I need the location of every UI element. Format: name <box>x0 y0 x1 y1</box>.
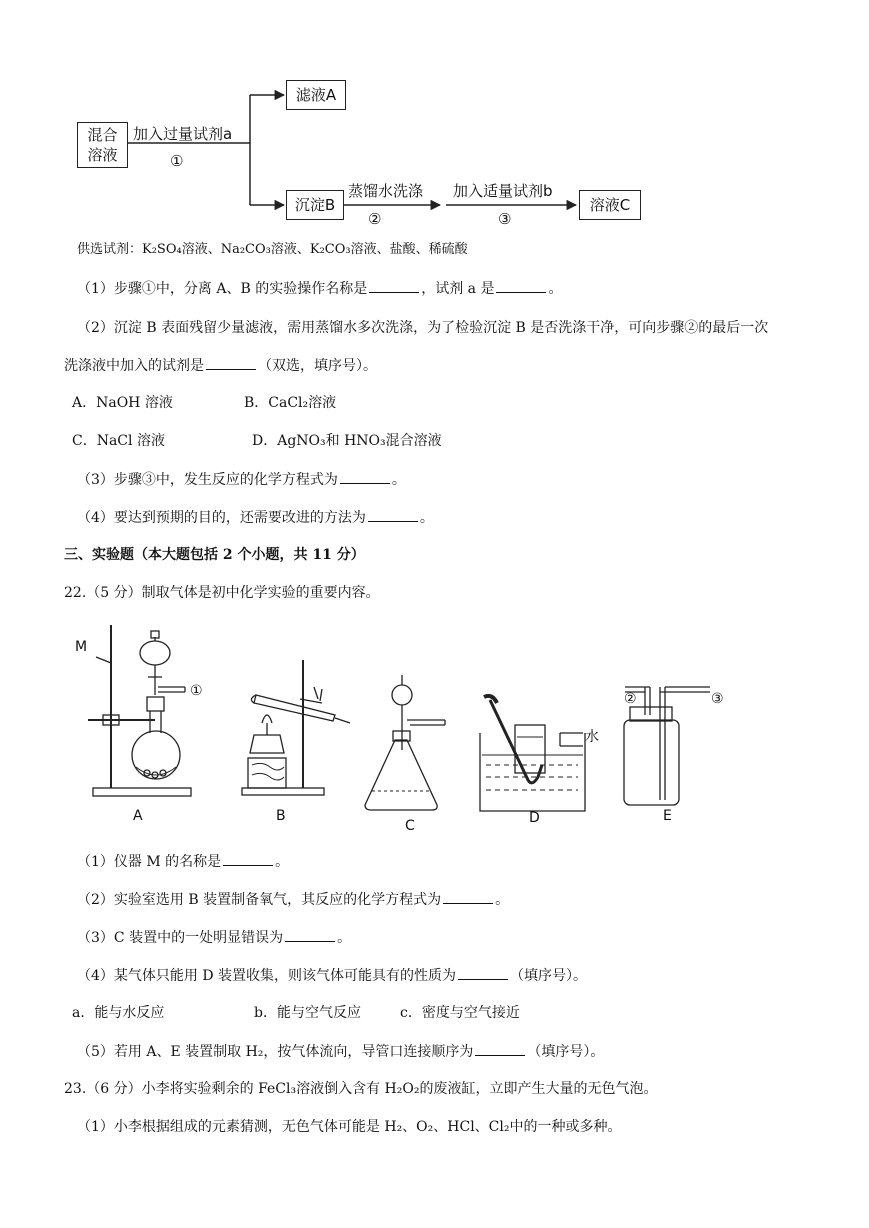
step2-label: 蒸馏水洗涤 <box>348 182 424 200</box>
step2-number: ② <box>368 210 382 228</box>
q22-intro: 22.（5 分）制取气体是初中化学实验的重要内容。 <box>64 585 380 601</box>
q23-part1: （1）小李根据组成的元素猜测，无色气体可能是 H₂、O₂、HCl、Cl₂中的一种或多种。 <box>77 1119 622 1135</box>
answer-blank[interactable] <box>206 355 256 370</box>
step3-number: ③ <box>498 210 512 228</box>
q21-part2-line1: （2）沉淀 B 表面残留少量滤液，需用蒸馏水多次洗涤，为了检验沉淀 B 是否洗涤干净，可向步骤②的最后一次 <box>77 320 769 336</box>
option-b: B．CaCl₂溶液 <box>244 395 337 411</box>
q22-part5: （5）若用 A、E 装置制取 H₂，按气体流向，导管口连接顺序为 （填序号）。 <box>77 1041 604 1062</box>
answer-blank[interactable] <box>369 278 419 293</box>
answer-blank[interactable] <box>475 1041 525 1056</box>
answer-blank[interactable] <box>340 469 390 484</box>
answer-blank[interactable] <box>285 927 335 942</box>
step1-label: 加入过量试剂a <box>133 125 233 143</box>
apparatus-diagram <box>0 615 869 835</box>
q22-part3: （3）C 装置中的一处明显错误为 。 <box>77 927 351 948</box>
q21-part2-line2: 洗涤液中加入的试剂是 （双选，填序号）。 <box>64 355 377 376</box>
q22-option-b: b．能与空气反应 <box>254 1005 361 1021</box>
label-m: M <box>75 639 88 655</box>
solution-c-box: 溶液C <box>579 190 641 220</box>
mixed-solution-box: 混合 溶液 <box>77 122 128 168</box>
answer-blank[interactable] <box>368 507 418 522</box>
step3-label: 加入适量试剂b <box>453 182 553 200</box>
q22-part4: （4）某气体只能用 D 装置收集，则该气体可能具有的性质为 （填序号）。 <box>77 965 587 986</box>
q22-option-c: c．密度与空气接近 <box>400 1005 520 1021</box>
q21-part3: （3）步骤③中，发生反应的化学方程式为 。 <box>77 469 406 490</box>
reagent-list: 供选试剂：K₂SO₄溶液、Na₂CO₃溶液、K₂CO₃溶液、盐酸、稀硫酸 <box>77 242 468 257</box>
option-d: D．AgNO₃和 HNO₃混合溶液 <box>252 433 442 449</box>
q22-part1: （1）仪器 M 的名称是 。 <box>77 851 289 872</box>
answer-blank[interactable] <box>443 889 493 904</box>
q22-option-a: a．能与水反应 <box>72 1005 165 1021</box>
option-c: C．NaCl 溶液 <box>72 433 165 449</box>
q21-part4: （4）要达到预期的目的，还需要改进的方法为 。 <box>77 507 434 528</box>
label-apparatus-b: B <box>276 808 286 824</box>
precipitate-b-box: 沉淀B <box>286 190 344 220</box>
answer-blank[interactable] <box>496 278 546 293</box>
option-a: A．NaOH 溶液 <box>72 395 173 411</box>
label-apparatus-c: C <box>405 818 415 834</box>
filtrate-a-box: 滤液A <box>286 80 346 110</box>
label-apparatus-a: A <box>133 808 143 824</box>
label-apparatus-d: D <box>529 810 540 826</box>
label-port-3: ③ <box>711 691 724 707</box>
q23-intro: 23.（6 分）小李将实验剩余的 FeCl₃溶液倒入含有 H₂O₂的废液缸，立即产生大量的无色气泡。 <box>64 1081 658 1097</box>
label-port-1: ① <box>190 683 203 699</box>
answer-blank[interactable] <box>223 851 273 866</box>
answer-blank[interactable] <box>458 965 508 980</box>
q22-part2: （2）实验室选用 B 装置制备氧气，其反应的化学方程式为 。 <box>77 889 509 910</box>
section-heading: 三、实验题（本大题包括 2 个小题，共 11 分） <box>64 547 365 563</box>
label-water: 水 <box>585 729 599 745</box>
q21-part1: （1）步骤①中，分离 A、B 的实验操作名称是 ，试剂 a 是 。 <box>77 278 562 299</box>
label-port-2: ② <box>624 691 637 707</box>
step1-number: ① <box>170 152 184 170</box>
flow-arrows <box>0 0 869 230</box>
label-apparatus-e: E <box>663 808 672 824</box>
